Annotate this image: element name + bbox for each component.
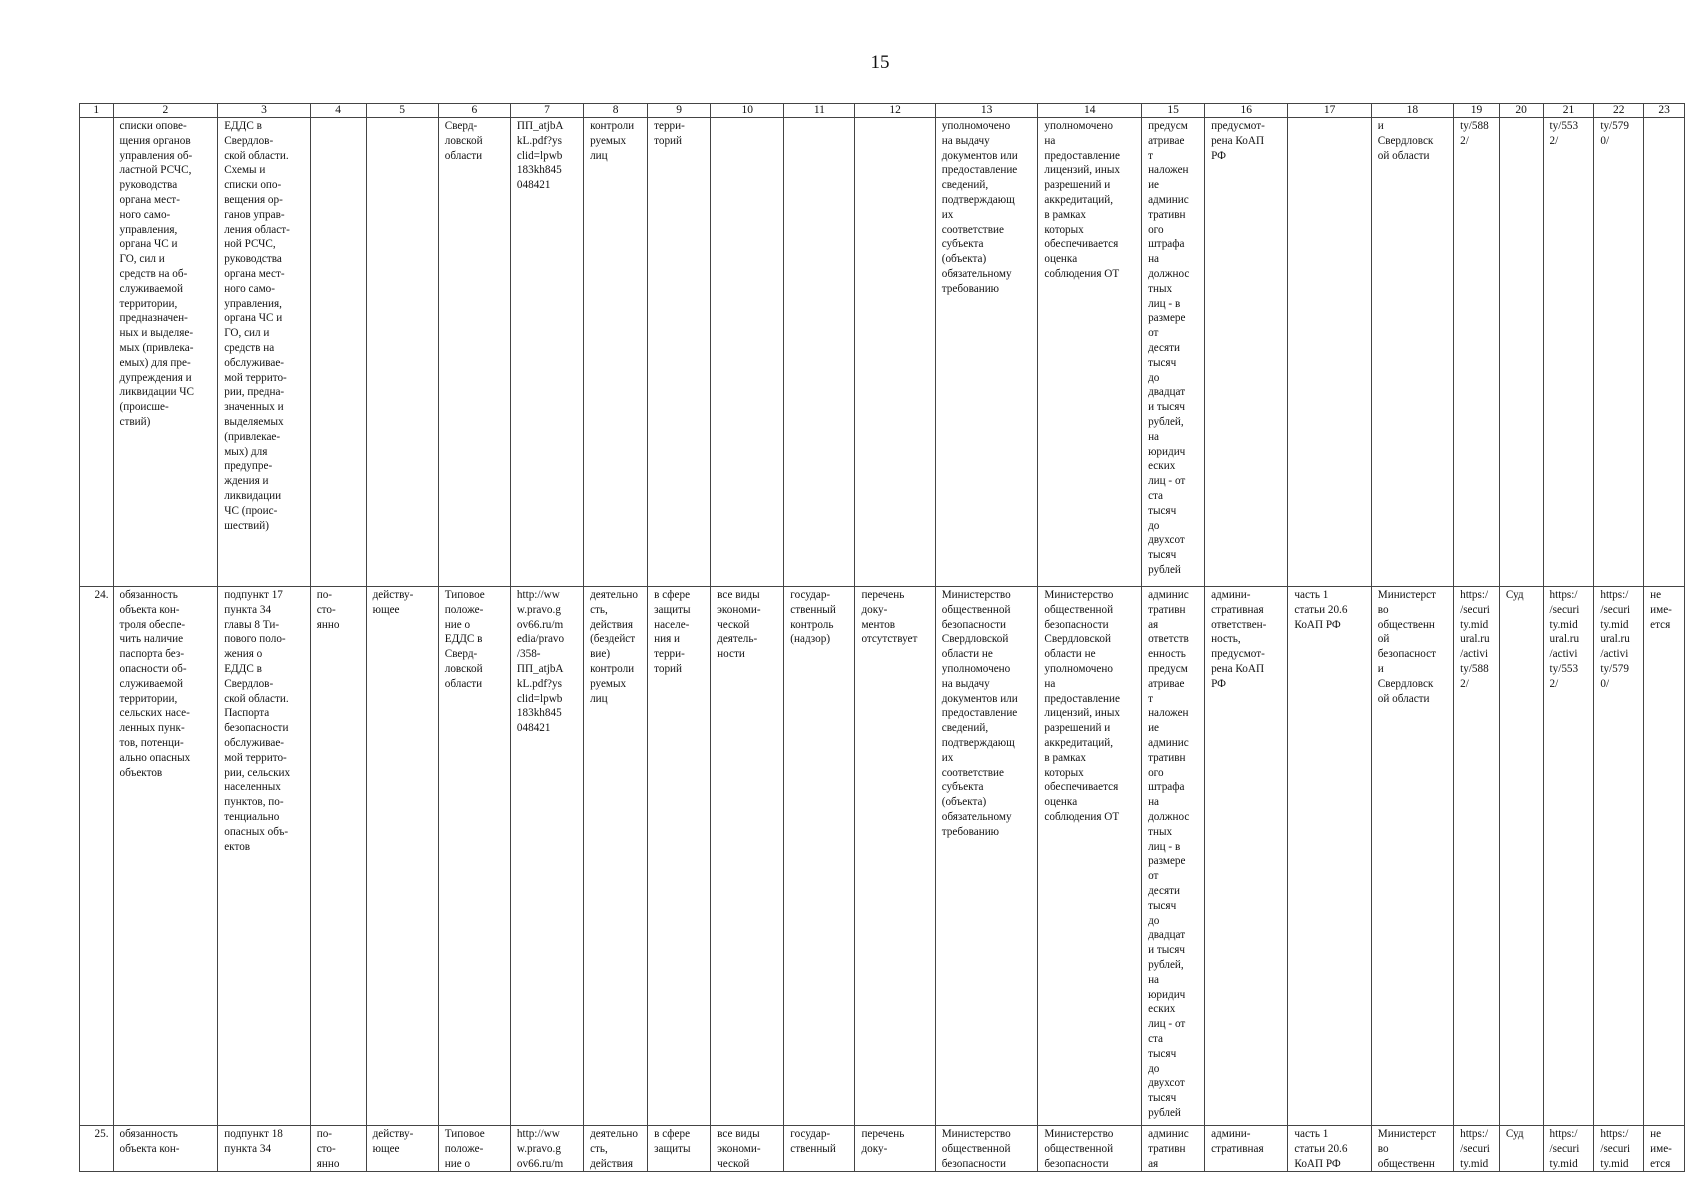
table-cell: и Свердловск ой области	[1371, 118, 1453, 587]
table-cell: админис тративн ая ответств енность предусм атривае т наложен ие админис тративн ого штрафа на должнос тных лиц - в размере от десяти тысяч до двадцат и тысяч рублей, на юридич еских лиц - от ста тысяч до двухсот тысяч рублей	[1142, 587, 1205, 1126]
table-cell: контроли руемых лиц	[584, 118, 648, 587]
table-cell: Типовое положе- ние о ЕДДС в Сверд- ловской области	[438, 587, 510, 1126]
table-cell: государ- ственный	[784, 1126, 855, 1172]
table-cell: перечень доку-	[855, 1126, 935, 1172]
table-cell: ЕДДС в Свердлов- ской области. Схемы и списки опо- вещения ор- ганов управ- ления област- ной РСЧС, руководства органа мест- ного само- управления, органа ЧС и ГО, сил и средств на обслуживае- мой террито- рии, предна- значенных и выделяемых (привлекае- мых) для предупре- ждения и ликвидации ЧС (проис- шествий)	[218, 118, 310, 587]
table-cell: обязанность объекта кон- троля обеспе- чить наличие паспорта без- опасности об- служиваемой территории, сельских насе- ленных пунк- тов, потенци- ально опасных объектов	[113, 587, 218, 1126]
table-cell: часть 1 статьи 20.6 КоАП РФ	[1288, 587, 1371, 1126]
table-cell: по- сто- янно	[310, 1126, 366, 1172]
table-cell: ty/579 0/	[1594, 118, 1644, 587]
table-cell: государ- ственный контроль (надзор)	[784, 587, 855, 1126]
table-cell	[784, 118, 855, 587]
table-cell: админи- стративная	[1205, 1126, 1288, 1172]
register-table	[79, 103, 1685, 1172]
table-cell: 25.	[80, 1126, 114, 1172]
column-number: 16	[1205, 104, 1288, 118]
table-cell: уполномочено на выдачу документов или предоставление сведений, подтверждающ их соответствие субъекта (объекта) обязательному требованию	[935, 118, 1038, 587]
table-cell: Типовое положе- ние о	[438, 1126, 510, 1172]
table-cell	[80, 118, 114, 587]
column-number: 1	[80, 104, 114, 118]
column-number: 15	[1142, 104, 1205, 118]
column-number: 9	[648, 104, 711, 118]
table-cell: Министерство общественной безопасности	[935, 1126, 1038, 1172]
column-number: 23	[1644, 104, 1685, 118]
table-row	[80, 118, 1685, 587]
table-cell: подпункт 17 пункта 34 главы 8 Ти- пового поло- жения о ЕДДС в Свердлов- ской области. Паспорта безопасности обслуживае- мой террито- рии, сельских населенных пунктов, по- тенциально опасных объ- ектов	[218, 587, 310, 1126]
table-cell: Суд	[1499, 587, 1543, 1126]
table-cell: 24.	[80, 587, 114, 1126]
table-cell: http://ww w.pravo.g ov66.ru/m	[510, 1126, 583, 1172]
table-cell	[310, 118, 366, 587]
column-number: 10	[711, 104, 784, 118]
table-cell: деятельно сть, действия	[584, 1126, 648, 1172]
table-cell: https:/ /securi ty.mid ural.ru /activi ty/553 2/	[1543, 587, 1594, 1126]
table-cell: https:/ /securi ty.mid	[1454, 1126, 1500, 1172]
column-numbers-row	[80, 104, 1685, 118]
table-cell: Сверд- ловской области	[438, 118, 510, 587]
table-cell: все виды экономи- ческой	[711, 1126, 784, 1172]
table-cell: предусм атривае т наложен ие админис тративн ого штрафа на должнос тных лиц - в размере от десяти тысяч до двадцат и тысяч рублей, на юридич еских лиц - от ста тысяч до двухсот тысяч рублей	[1142, 118, 1205, 587]
table-cell: http://ww w.pravo.g ov66.ru/m edia/pravo /358- ПП_atjbA kL.pdf?ys clid=lpwb 183kh845 048421	[510, 587, 583, 1126]
table-cell: Министерство общественной безопасности Свердловской области не уполномочено на выдачу документов или предоставление сведений, подтверждающ их соответствие субъекта (объекта) обязательному требованию	[935, 587, 1038, 1126]
table-cell: https:/ /securi ty.mid ural.ru /activi ty/579 0/	[1594, 587, 1644, 1126]
column-number: 20	[1499, 104, 1543, 118]
column-number: 22	[1594, 104, 1644, 118]
column-number: 7	[510, 104, 583, 118]
table-cell: действу- ющее	[366, 587, 438, 1126]
table-cell: предусмот- рена КоАП РФ	[1205, 118, 1288, 587]
table-cell: админи- стративная ответствен- ность, предусмот- рена КоАП РФ	[1205, 587, 1288, 1126]
table-cell: не име- ется	[1644, 1126, 1685, 1172]
table-cell: подпункт 18 пункта 34	[218, 1126, 310, 1172]
table-cell: по- сто- янно	[310, 587, 366, 1126]
table-cell: все виды экономи- ческой деятель- ности	[711, 587, 784, 1126]
column-number: 13	[935, 104, 1038, 118]
table-cell: Суд	[1499, 1126, 1543, 1172]
table-cell: обязанность объекта кон-	[113, 1126, 218, 1172]
column-number: 11	[784, 104, 855, 118]
column-number: 4	[310, 104, 366, 118]
table-row	[80, 1126, 1685, 1172]
table-cell: не име- ется	[1644, 587, 1685, 1126]
column-number: 19	[1454, 104, 1500, 118]
table-cell: в сфере защиты населе- ния и терри- торий	[648, 587, 711, 1126]
table-cell: Министерство общественной безопасности	[1038, 1126, 1142, 1172]
table-cell: действу- ющее	[366, 1126, 438, 1172]
table-cell: ty/553 2/	[1543, 118, 1594, 587]
table-cell: Министерст во общественн	[1371, 1126, 1453, 1172]
table-cell: ПП_atjbA kL.pdf?ys clid=lpwb 183kh845 048421	[510, 118, 583, 587]
table-cell: деятельно сть, действия (бездейст вие) контроли руемых лиц	[584, 587, 648, 1126]
table-cell: в сфере защиты	[648, 1126, 711, 1172]
column-number: 14	[1038, 104, 1142, 118]
table-cell: часть 1 статьи 20.6 КоАП РФ	[1288, 1126, 1371, 1172]
table-cell: Министерство общественной безопасности Свердловской области не уполномочено на предоставление лицензий, иных разрешений и аккредитаций, в рамках которых обеспечивается оценка соблюдения ОТ	[1038, 587, 1142, 1126]
column-number: 6	[438, 104, 510, 118]
column-number: 8	[584, 104, 648, 118]
table-cell: ty/588 2/	[1454, 118, 1500, 587]
column-number: 12	[855, 104, 935, 118]
table-cell	[855, 118, 935, 587]
table-cell	[711, 118, 784, 587]
table-cell: https:/ /securi ty.mid ural.ru /activi ty/588 2/	[1454, 587, 1500, 1126]
column-number: 21	[1543, 104, 1594, 118]
column-number: 18	[1371, 104, 1453, 118]
table-cell: https:/ /securi ty.mid	[1594, 1126, 1644, 1172]
column-number: 3	[218, 104, 310, 118]
table-cell: перечень доку- ментов отсутствует	[855, 587, 935, 1126]
table-cell: списки опове- щения органов управления об- ластной РСЧС, руководства органа мест- ного само- управления, органа ЧС и ГО, сил и средств на об- служиваемой территории, предназначен- ных и выделяе- мых (привлека- емых) для пре- дупреждения и ликвидации ЧС (происше- ствий)	[113, 118, 218, 587]
table-cell: терри- торий	[648, 118, 711, 587]
table-cell	[1644, 118, 1685, 587]
table-cell: админис тративн ая	[1142, 1126, 1205, 1172]
table-cell: https:/ /securi ty.mid	[1543, 1126, 1594, 1172]
column-number: 17	[1288, 104, 1371, 118]
column-number: 2	[113, 104, 218, 118]
table-cell	[1288, 118, 1371, 587]
column-number: 5	[366, 104, 438, 118]
table-row	[80, 587, 1685, 1126]
table-cell: уполномочено на предоставление лицензий, иных разрешений и аккредитаций, в рамках которых обеспечивается оценка соблюдения ОТ	[1038, 118, 1142, 587]
table-cell	[366, 118, 438, 587]
table-cell	[1499, 118, 1543, 587]
table-cell: Министерст во общественн ой безопасност и Свердловск ой области	[1371, 587, 1453, 1126]
page-number: 15	[870, 52, 890, 73]
